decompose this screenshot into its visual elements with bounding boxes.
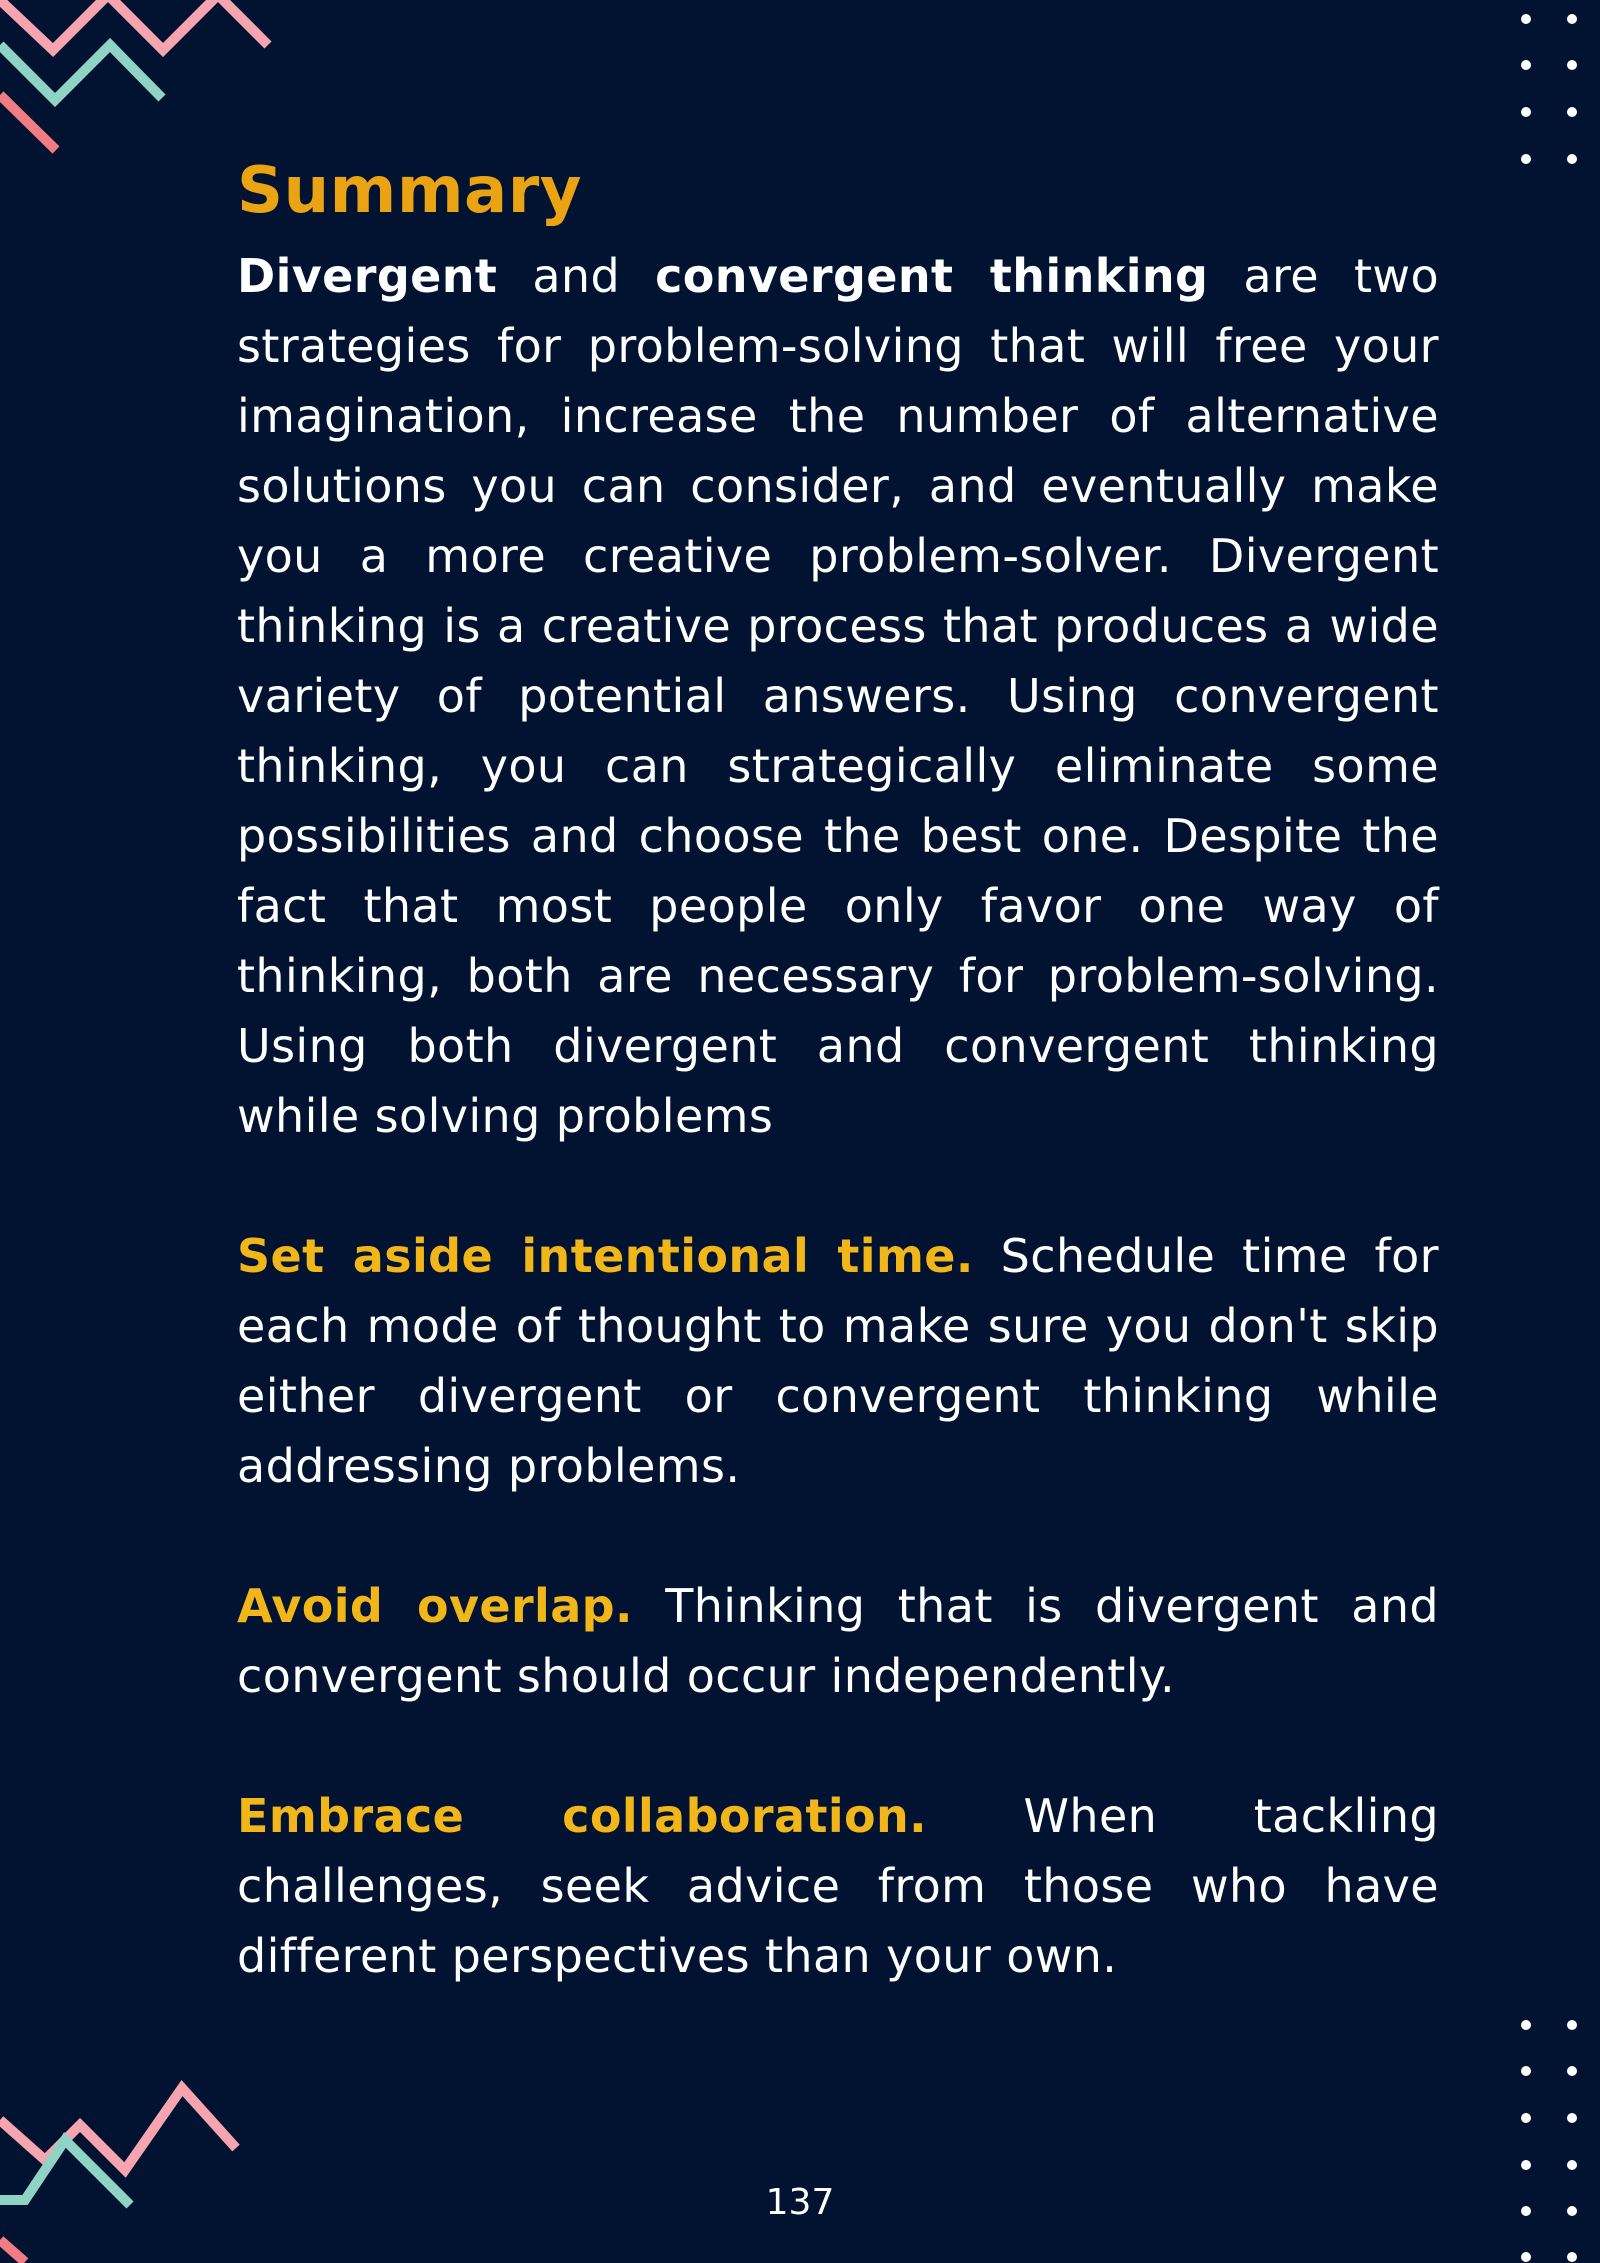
zigzag-coral-line: [0, 2240, 25, 2262]
page-content: [237, 150, 1439, 1991]
tip-body: Thinking that is divergent and convergent should occur independently.: [237, 1579, 1439, 1704]
tip-heading: Avoid overlap.: [237, 1579, 633, 1634]
tip-paragraph-overlap: [237, 1571, 1439, 1711]
zigzag-decoration-bottom-left: [0, 2080, 260, 2263]
tip-heading: Set aside intentional time.: [237, 1229, 974, 1284]
intro-paragraph: [237, 241, 1439, 1151]
zigzag-coral-line: [0, 95, 56, 150]
tip-body: Schedule time for each mode of thought to make sure you don't skip either divergent or convergent thinking while addressing problems.: [237, 1229, 1439, 1494]
tip-heading: Embrace collaboration.: [237, 1789, 928, 1844]
zigzag-teal-line: [0, 45, 162, 100]
zigzag-pink-line: [0, 2088, 236, 2170]
tip-paragraph-time: [237, 1221, 1439, 1501]
page-number: 137: [765, 2182, 835, 2223]
intro-body: are two strategies for problem-solving that will free your imagination, increase the number of alternative solutions you can consider, and eventually make you a more creative problem-solver. Divergent thinking is a creative process that produces a wide variety of potential answers. Using convergent thinking, you can strategically eliminate some possibilities and choose the best one. Despite the fact that most people only favor one way of thinking, both are necessary for problem-solving. Using both divergent and convergent thinking while solving problems: [237, 249, 1439, 1144]
page-title: Summary: [237, 154, 582, 228]
zigzag-pink-line: [0, 0, 268, 50]
intro-term-convergent: convergent thinking: [655, 249, 1209, 304]
intro-connector: and: [497, 249, 656, 304]
zigzag-decoration-top-left: [0, 0, 280, 160]
tip-paragraph-collaboration: [237, 1781, 1439, 1991]
dot-grid-decoration-top-right: [1510, 0, 1600, 180]
intro-term-divergent: Divergent: [237, 249, 498, 304]
tip-body: When tackling challenges, seek advice from those who have different perspectives than your own.: [237, 1789, 1439, 1984]
